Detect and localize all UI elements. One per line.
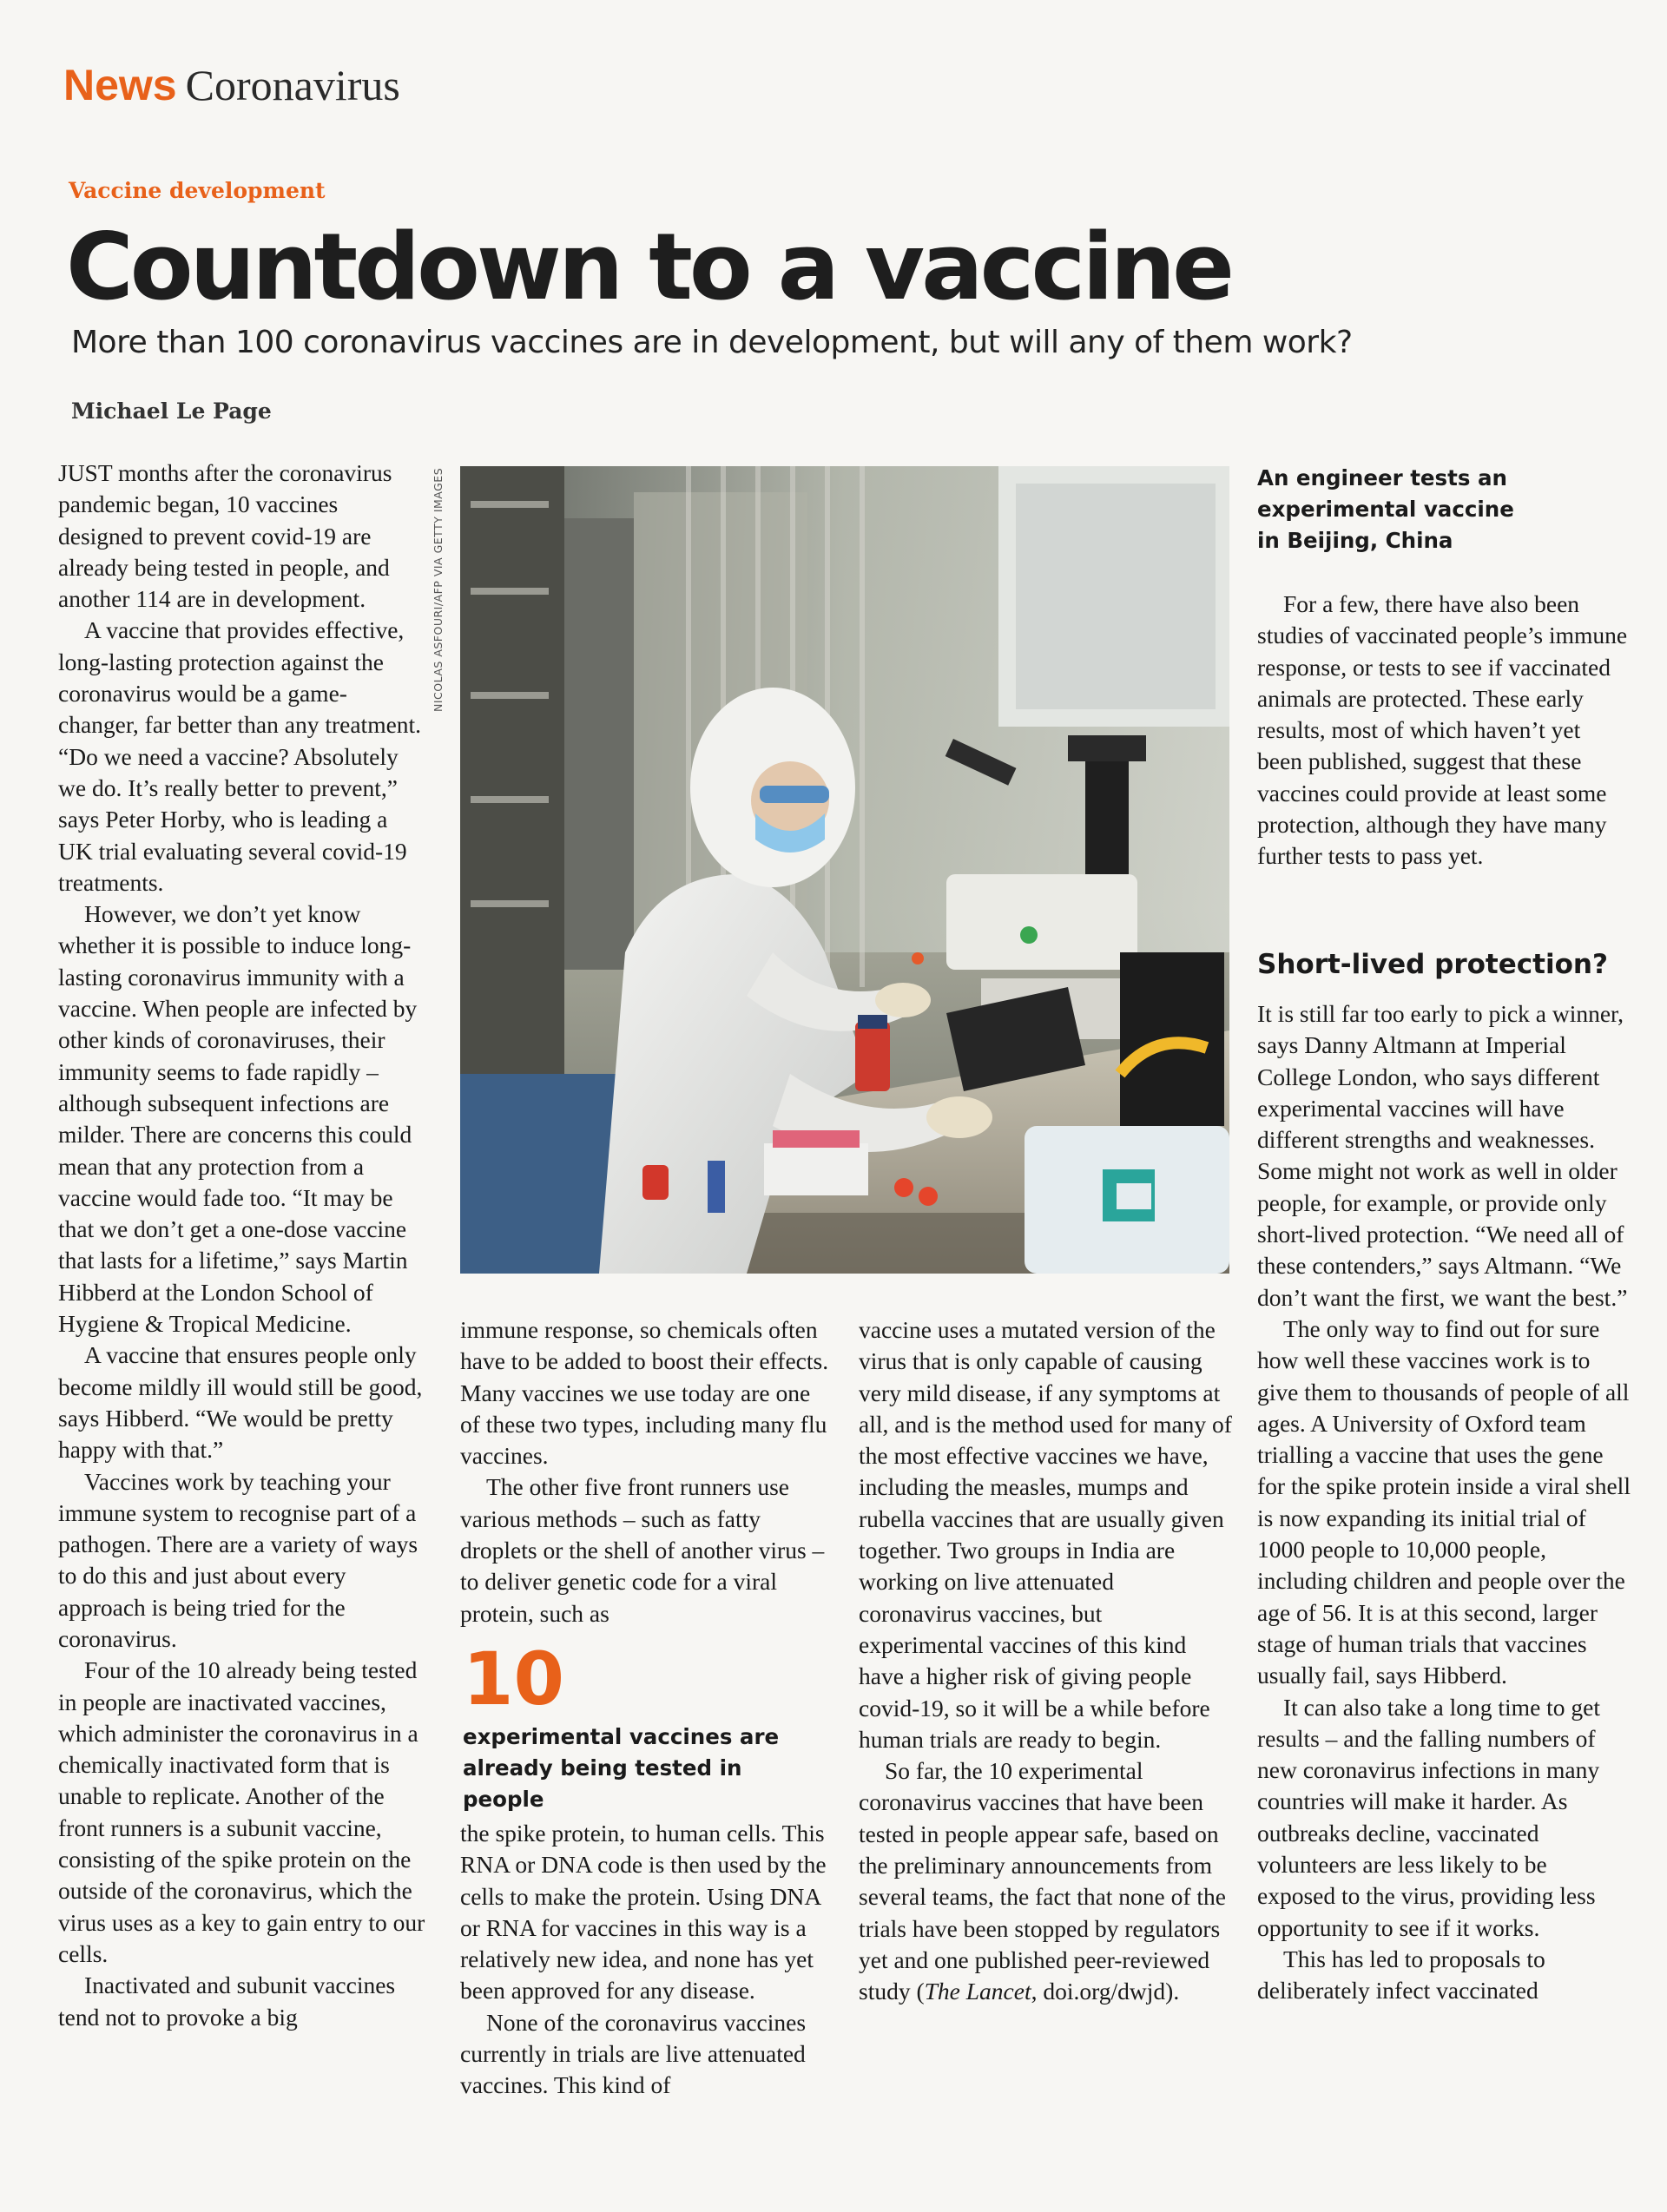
photo-caption: An engineer tests an experimental vaccine in Beijing, China — [1257, 465, 1514, 553]
body-paragraph: A vaccine that provides effective, long-lasting protection against the coronavirus would be a game-changer, far better than any treatment. “Do we need a vaccine? Absolutely we do. It’s really better to prevent,” says Peter Horby, who is leading a UK trial evaluating several covid-19 treatments. — [58, 616, 422, 896]
body-column-2-continued — [460, 1818, 829, 2102]
body-paragraph: None of the coronavirus vaccines currently in trials are live attenuated vaccines. This kind of — [460, 2008, 807, 2099]
section-masthead — [63, 59, 400, 111]
pull-quote-text: experimental vaccines are already being tested in people — [463, 1724, 780, 1812]
photo-credit — [432, 469, 454, 712]
body-paragraph: immune response, so chemicals often have to be added to boost their effects. Many vaccines we use today are one of these two types, including many flu vaccines. — [460, 1316, 829, 1470]
body-paragraph: It is still far too early to pick a winner, says Danny Altmann at Imperial College London, who says different experimental vaccines will have different strengths and weaknesses. Some might not work as well in older people, for example, or provide only short-lived protection. “We need all of these contenders,” says Altmann. “We don’t want the first, we want the best.” — [1257, 1000, 1628, 1311]
body-paragraph: Vaccines work by teaching your immune system to recognise part of a pathogen. There are a variety of ways to do this and just about every approach is being tried for the coronavirus. — [58, 1467, 418, 1652]
topic-label: Coronavirus — [185, 61, 400, 109]
body-paragraph: The other five front runners use various methods – such as fatty droplets or the shell of another virus – to deliver genetic code for a viral protein, such as — [460, 1473, 825, 1627]
body-paragraph: This has led to proposals to deliberately infect vaccinated — [1257, 1945, 1545, 2005]
body-column-1 — [58, 458, 427, 2033]
section-subheading: Short-lived protection? — [1257, 949, 1608, 980]
journal-name: The Lancet — [924, 1978, 1031, 2005]
body-text: So far, the 10 experimental coronavirus vaccines that have been tested in people appear safe, based on the preliminary announcements from several teams, the fact that none of the trials have been stopped by regulators yet and one published peer-reviewed study ( — [859, 1757, 1227, 2005]
body-column-4-continued — [1257, 998, 1631, 2007]
article-byline: Michael Le Page — [71, 398, 272, 424]
article-standfirst: More than 100 coronavirus vaccines are in development, but will any of them work? — [71, 325, 1353, 360]
body-paragraph: vaccine uses a mutated version of the virus that is only capable of causing very mild disease, if any symptoms at all, and is the method used for many of the most effective vaccines we have, including the measles, mumps and rubella vaccines that are usually given together. Two groups in India are working on live attenuated coronavirus vaccines, but experimental vaccines of this kind have a higher risk of giving people covid-19, so it will be a while before human trials are ready to begin. — [859, 1316, 1232, 1753]
body-paragraph: However, we don’t yet know whether it is possible to induce long-lasting coronavirus immunity with a vaccine. When people are infected by other kinds of coronaviruses, their immunity seems to fade rapidly – although subsequent infections are milder. There are concerns this could mean that any protection from a vaccine would fade too. “It may be that we don’t get a one-dose vaccine that lasts for a lifetime,” says Martin Hibberd at the London School of Hygiene & Tropical Medicine. — [58, 900, 418, 1338]
article-kicker: Vaccine development — [69, 178, 326, 203]
body-paragraph: It can also take a long time to get results – and the falling numbers of new coronavirus infections in many countries will make it harder. As outbreaks decline, vaccinated volunteers are less likely to be exposed to the virus, providing less opportunity to see if it works. — [1257, 1693, 1601, 1941]
lab-photo — [460, 466, 1229, 1274]
body-paragraph: JUST months after the coronavirus pandemic began, 10 vaccines designed to prevent covid-19 are already being tested in people, and another 114 are in development. — [58, 459, 392, 613]
doi-reference: , doi.org/dwjd). — [1031, 1978, 1180, 2005]
photo-credit-text: NICOLAS ASFOURI/AFP VIA GETTY IMAGES — [432, 467, 445, 712]
section-label: News — [63, 61, 177, 109]
body-column-2 — [460, 1314, 829, 1629]
article-headline: Countdown to a vaccine — [66, 214, 1232, 320]
body-paragraph: A vaccine that ensures people only become mildly ill would still be good, says Hibberd. “We would be pretty happy with that.” — [58, 1341, 423, 1464]
body-column-4 — [1257, 589, 1631, 872]
body-paragraph: Inactivated and subunit vaccines tend not to provoke a big — [58, 1972, 396, 2031]
body-paragraph: the spike protein, to human cells. This RNA or DNA code is then used by the cells to make the protein. Using DNA or RNA for vaccines in this way is a relatively new idea, and none has yet been approved for any disease. — [460, 1820, 827, 2005]
body-paragraph: Four of the 10 already being tested in people are inactivated vaccines, which administer the coronavirus in a chemically inactivated form that is unable to replicate. Another of the front runners is a subunit vaccine, consisting of the spike protein on the outside of the coronavirus, which the virus uses as a key to gain entry to our cells. — [58, 1656, 425, 1967]
body-column-3 — [859, 1314, 1232, 2008]
body-paragraph: The only way to find out for sure how well these vaccines work is to give them to thousands of people of all ages. A University of Oxford team trialling a vaccine that uses the gene for the spike protein inside a viral shell is now expanding its initial trial of 1000 people to 10,000 people, including children and people over the age of 56. It is at this second, larger stage of human trials that vaccines usually fail, says Hibberd. — [1257, 1314, 1631, 1689]
body-paragraph: For a few, there have also been studies of vaccinated people’s immune response, or tests to see if vaccinated animals are protected. These early results, most of which haven’t yet been published, suggest that these vaccines could provide at least some protection, although they have many further tests to pass yet. — [1257, 590, 1628, 870]
body-paragraph — [859, 1755, 1232, 2007]
pull-quote-number: 10 — [463, 1636, 564, 1722]
